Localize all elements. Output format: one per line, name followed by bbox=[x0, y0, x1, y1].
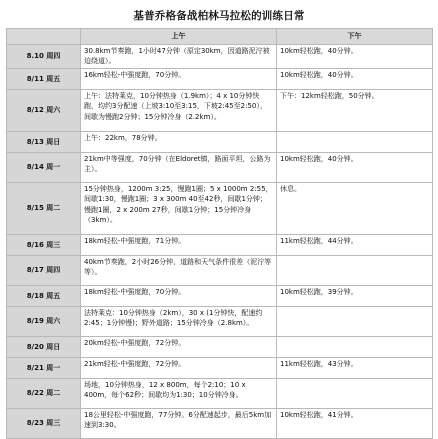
header-am: 上午 bbox=[81, 29, 277, 45]
table-row bbox=[7, 336, 433, 357]
pm-cell: 10km轻松跑，40分钟。 bbox=[277, 68, 433, 89]
pm-cell: 下午：12km轻松跑，50分钟。 bbox=[277, 89, 433, 131]
date-cell: 8/15 周二 bbox=[7, 182, 81, 234]
table-row bbox=[7, 68, 433, 89]
date-cell: 8/14 周一 bbox=[7, 152, 81, 182]
pm-cell: 10km轻松跑，40分钟。 bbox=[277, 152, 433, 182]
table-row bbox=[7, 357, 433, 378]
date-cell: 8/20 周日 bbox=[7, 336, 81, 357]
table-row bbox=[7, 408, 433, 438]
am-cell: 21km轻松-中强度跑，72分钟。 bbox=[81, 357, 277, 378]
am-cell: 40km节奏跑，2小时26分钟，道路和天气条件很差（泥泞等等）。 bbox=[81, 255, 277, 285]
pm-cell bbox=[277, 255, 433, 285]
am-cell: 18公里轻松-中强度跑，77分钟。6分配速起步，最后5km加速到3:30。 bbox=[81, 408, 277, 438]
am-cell: 21km中等强度，70分钟（在Eldoret镇，路面平坦，公路为主）。 bbox=[81, 152, 277, 182]
date-cell: 8/11 周五 bbox=[7, 68, 81, 89]
am-cell: 20km轻松-中强度跑，72分钟。 bbox=[81, 336, 277, 357]
table-row bbox=[7, 255, 433, 285]
pm-cell bbox=[277, 306, 433, 336]
pm-cell: 10km轻松跑，41分钟。 bbox=[277, 408, 433, 438]
pm-cell bbox=[277, 336, 433, 357]
header-row bbox=[7, 29, 433, 45]
am-cell: 18km轻松-中强度跑，70分钟。 bbox=[81, 285, 277, 306]
training-table bbox=[6, 28, 433, 439]
table-row bbox=[7, 378, 433, 408]
am-cell: 16km轻松-中强度跑，70分钟。 bbox=[81, 68, 277, 89]
date-cell: 8/17 周四 bbox=[7, 255, 81, 285]
pm-cell bbox=[277, 131, 433, 152]
table-row bbox=[7, 131, 433, 152]
page-title: 基普乔格备战柏林马拉松的训练日常 bbox=[133, 10, 305, 22]
am-cell: 18km轻松-中强度跑，71分钟。 bbox=[81, 234, 277, 255]
pm-cell: 11km轻松跑，43分钟。 bbox=[277, 357, 433, 378]
table-row bbox=[7, 89, 433, 131]
am-cell: 法特莱克：10分钟热身（2km），30 x (1分钟快，配速约2:45；1分钟慢)；野外道路；15分钟冷身（2.8km）。 bbox=[81, 306, 277, 336]
am-cell: 15分钟热身，1200m 3:25，慢跑1圈；5 x 1000m 2:55，间歇1:30，慢跑1圈；3 x 300m 40至42秒，间歇1分钟；慢跑1圈，2 x 200m 27秒，间歇1分钟；15分钟冷身（3km）。 bbox=[81, 182, 277, 234]
date-cell: 8/23 周三 bbox=[7, 408, 81, 438]
am-cell: 上午：22km，78分钟。 bbox=[81, 131, 277, 152]
table-row bbox=[7, 182, 433, 234]
date-cell: 8/22 周二 bbox=[7, 378, 81, 408]
table-row bbox=[7, 306, 433, 336]
date-cell: 8/12 周六 bbox=[7, 89, 81, 131]
header-pm: 下午 bbox=[277, 29, 433, 45]
date-cell: 8/13 周日 bbox=[7, 131, 81, 152]
pm-cell: 休息。 bbox=[277, 182, 433, 234]
am-cell: 上午：法特莱克，10分钟热身（1.9km）；4 x 10分钟快跑，均约3分配速（上坡3:10至3:15，下坡2:45至2:50），间歇为慢跑2分钟；15分钟冷身（2.2km）。 bbox=[81, 89, 277, 131]
pm-cell: 11km轻松跑，44分钟。 bbox=[277, 234, 433, 255]
am-cell: 场地，10分钟热身，12 x 800m，每个2:10；10 x 400m，每个62秒；间歇均为1:30；10分钟冷身。 bbox=[81, 378, 277, 408]
header-date bbox=[7, 29, 81, 45]
date-cell: 8/19 周六 bbox=[7, 306, 81, 336]
table-row bbox=[7, 234, 433, 255]
pm-cell bbox=[277, 378, 433, 408]
date-cell: 8/18 周五 bbox=[7, 285, 81, 306]
pm-cell: 10km轻松跑，40分钟。 bbox=[277, 45, 433, 69]
table-body bbox=[7, 45, 433, 439]
table-row bbox=[7, 152, 433, 182]
am-cell: 30.8km节奏跑，1小时47分钟（原定30km，因道路泥泞被迫绕道）。 bbox=[81, 45, 277, 69]
date-cell: 8/21 周一 bbox=[7, 357, 81, 378]
table-row bbox=[7, 285, 433, 306]
date-cell: 8.10 周四 bbox=[7, 45, 81, 69]
table-row bbox=[7, 45, 433, 69]
pm-cell: 10km轻松跑，39分钟。 bbox=[277, 285, 433, 306]
date-cell: 8/16 周三 bbox=[7, 234, 81, 255]
